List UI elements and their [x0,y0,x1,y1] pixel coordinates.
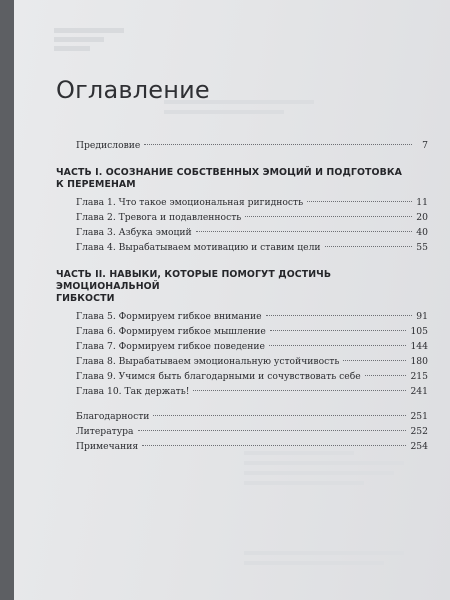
toc-entry-label: Глава 2. Тревога и подавленность [76,212,242,223]
toc-entry-back-matter [56,424,428,439]
toc-entry-page: 251 [410,411,428,422]
toc-entry-page: 180 [410,356,428,367]
leader-dots [142,445,406,446]
leader-dots [193,390,406,391]
table-of-contents [56,138,428,454]
toc-entry-page: 254 [410,441,428,452]
part-1-title [56,167,428,191]
part-2-title-line: ГИБКОСТИ [56,293,115,304]
part-1-title-line: К ПЕРЕМЕНАМ [56,179,136,190]
toc-entry-page: 105 [410,326,428,337]
toc-entry-chapter [56,384,428,399]
page-title: Оглавление [56,76,210,104]
toc-entry-chapter [56,339,428,354]
leader-dots [144,144,412,145]
toc-entry-page: 40 [416,227,428,238]
toc-entry-chapter [56,210,428,225]
leader-dots [196,231,412,232]
toc-entry-chapter [56,369,428,384]
toc-entry-back-matter [56,409,428,424]
toc-entry-label: Примечания [76,441,139,452]
book-page [14,0,450,600]
part-1-title-line: ЧАСТЬ I. ОСОЗНАНИЕ СОБСТВЕННЫХ ЭМОЦИЙ И ПОДГОТОВКА [56,167,402,178]
leader-dots [153,415,406,416]
leader-dots [325,246,412,247]
toc-entry-page: 215 [410,371,428,382]
toc-entry-label: Глава 4. Вырабатываем мотивацию и ставим цели [76,242,321,253]
toc-entry-label: Глава 1. Что такое эмоциональная ригидность [76,197,304,208]
toc-entry-label: Глава 6. Формируем гибкое мышление [76,326,266,337]
leader-dots [245,216,412,217]
section-gap [56,399,428,409]
toc-entry-page: 7 [422,140,428,151]
toc-entry-chapter [56,354,428,369]
part-2-title [56,269,428,305]
show-through-text [244,448,414,491]
toc-entry-page: 252 [410,426,428,437]
leader-dots [269,345,407,346]
leader-dots [266,315,412,316]
toc-entry-label: Глава 9. Учимся быть благодарными и сочувствовать себе [76,371,361,382]
toc-entry-chapter [56,240,428,255]
toc-entry-label: Глава 5. Формируем гибкое внимание [76,311,262,322]
toc-entry-page: 91 [416,311,428,322]
leader-dots [270,330,407,331]
toc-entry-chapter [56,324,428,339]
toc-entry-label: Глава 7. Формируем гибкое поведение [76,341,265,352]
toc-entry-label: Благодарности [76,411,150,422]
toc-entry-chapter [56,195,428,210]
toc-entry-back-matter [56,439,428,454]
leader-dots [365,375,407,376]
leader-dots [138,430,407,431]
show-through-text [54,26,174,66]
toc-entry-label: Литература [76,426,134,437]
toc-entry-preface [56,138,428,153]
leader-dots [307,201,412,202]
toc-entry-page: 55 [416,242,428,253]
toc-entry-page: 144 [410,341,428,352]
toc-entry-page: 11 [416,197,428,208]
toc-entry-label: Предисловие [76,140,141,151]
toc-entry-page: 20 [416,212,428,223]
toc-entry-chapter [56,225,428,240]
toc-entry-page: 241 [410,386,428,397]
toc-entry-label: Глава 3. Азбука эмоций [76,227,192,238]
leader-dots [343,360,406,361]
toc-entry-label: Глава 10. Так держать! [76,386,190,397]
toc-entry-chapter [56,309,428,324]
show-through-text [244,548,414,571]
part-2-title-line: ЧАСТЬ II. НАВЫКИ, КОТОРЫЕ ПОМОГУТ ДОСТИЧЬ ЭМОЦИОНАЛЬНОЙ [56,269,332,292]
toc-entry-label: Глава 8. Вырабатываем эмоциональную устойчивость [76,356,340,367]
